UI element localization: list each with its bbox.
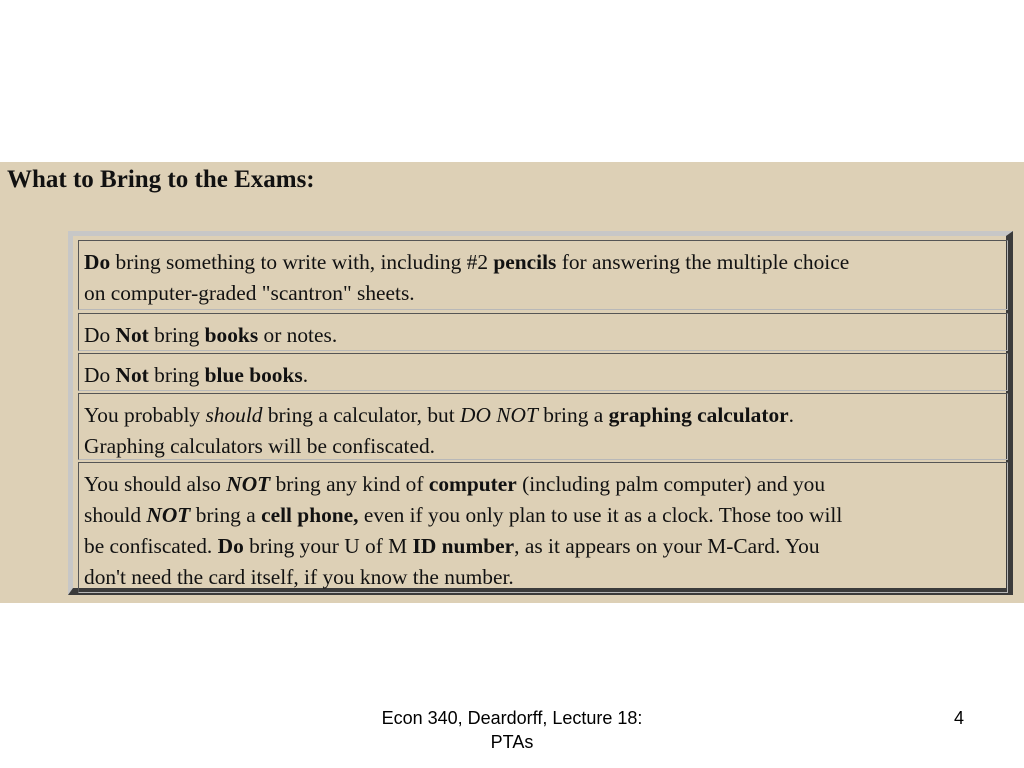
table-row xyxy=(78,353,1008,391)
row-text-line: You should also NOT bring any kind of computer (including palm computer) and you xyxy=(84,472,826,496)
footer-title-line: PTAs xyxy=(490,732,534,752)
table-row xyxy=(78,240,1008,310)
table-row xyxy=(78,462,1008,593)
row-text-line: on computer-graded "scantron" sheets. xyxy=(84,281,415,305)
row-text-line: Graphing calculators will be confiscated. xyxy=(84,434,436,458)
table-row xyxy=(78,393,1008,460)
footer-title xyxy=(340,706,684,754)
table-row xyxy=(78,313,1008,351)
row-text-line: be confiscated. Do bring your U of M ID number, as it appears on your M-Card. You xyxy=(84,534,820,558)
page-title: What to Bring to the Exams: xyxy=(7,166,315,193)
row-text-line: Do Not bring books or notes. xyxy=(84,323,338,347)
row-text-line: Do Not bring blue books. xyxy=(84,363,309,387)
row-text-line: should NOT bring a cell phone, even if you only plan to use it as a clock. Those too will xyxy=(84,503,843,527)
row-text-line: don't need the card itself, if you know the number. xyxy=(84,565,514,589)
page-number: 4 xyxy=(953,708,964,728)
row-text-line: Do bring something to write with, including #2 pencils for answering the multiple choice xyxy=(84,250,850,274)
footer-title-line: Econ 340, Deardorff, Lecture 18: xyxy=(381,708,643,728)
row-text-line: You probably should bring a calculator, but DO NOT bring a graphing calculator. xyxy=(84,403,794,427)
